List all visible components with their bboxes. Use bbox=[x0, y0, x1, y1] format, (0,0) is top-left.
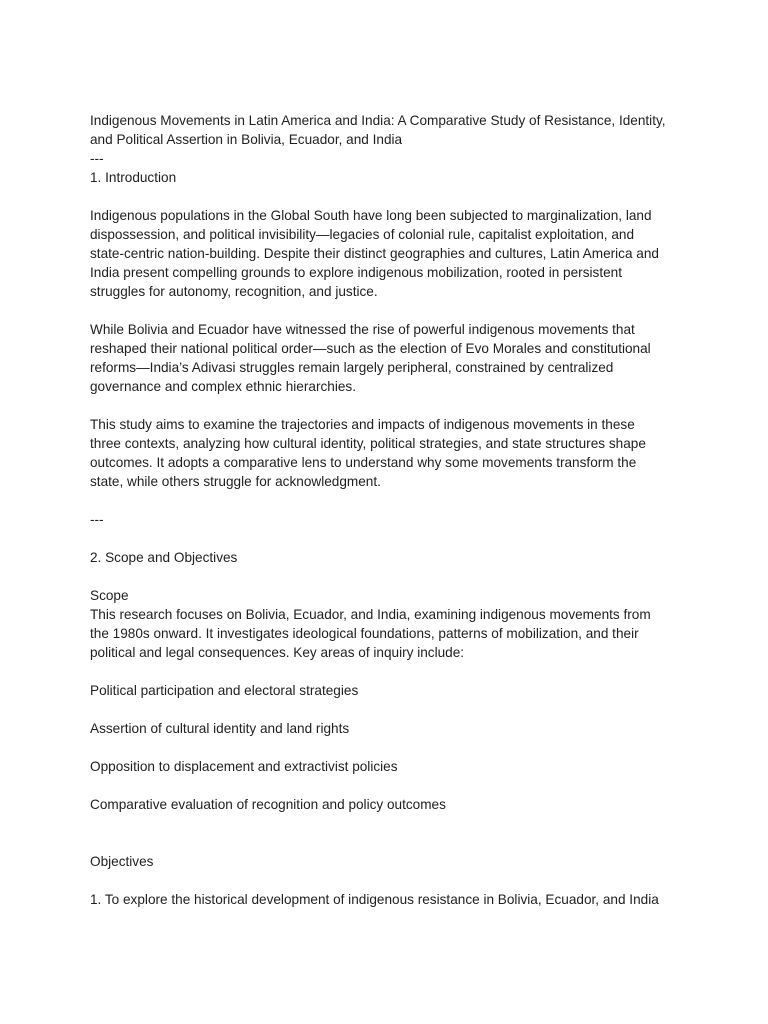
scope-paragraph: This research focuses on Bolivia, Ecuador, and India, examining indigenous movements from the 1980s onward. It investigates ideological foundations, patterns of mobilization, and their political and legal consequences. Key areas of inquiry include: bbox=[90, 607, 651, 660]
separator-2: --- bbox=[90, 512, 104, 527]
subheading-scope: Scope bbox=[90, 588, 129, 603]
scope-item: Opposition to displacement and extractivist policies bbox=[90, 759, 398, 774]
subheading-objectives: Objectives bbox=[90, 854, 154, 869]
document-page bbox=[90, 111, 690, 909]
title-line-1: Indigenous Movements in Latin America and India: A Comparative Study of Resistance, Identity, bbox=[90, 113, 666, 128]
intro-paragraph-2: While Bolivia and Ecuador have witnessed the rise of powerful indigenous movements that reshaped their national political order—such as the election of Evo Morales and constitutional reforms—India’s Adivasi struggles remain largely peripheral, constrained by centralized governance and complex ethnic hierarchies. bbox=[90, 322, 651, 394]
section-heading-scope-objectives: 2. Scope and Objectives bbox=[90, 550, 238, 565]
title-line-2: and Political Assertion in Bolivia, Ecuador, and India bbox=[90, 132, 403, 147]
separator-1: --- bbox=[90, 151, 104, 166]
scope-item: Assertion of cultural identity and land rights bbox=[90, 721, 350, 736]
objective-item: 1. To explore the historical development of indigenous resistance in Bolivia, Ecuador, and India bbox=[90, 892, 659, 907]
intro-paragraph-1: Indigenous populations in the Global South have long been subjected to marginalization, land dispossession, and political invisibility—legacies of colonial rule, capitalist exploitation, and state-centric nation-building. Despite their distinct geographies and cultures, Latin America and India present compelling grounds to explore indigenous mobilization, rooted in persistent struggles for autonomy, recognition, and justice. bbox=[90, 208, 659, 299]
intro-paragraph-3: This study aims to examine the trajectories and impacts of indigenous movements in these three contexts, analyzing how cultural identity, political strategies, and state structures shape outcomes. It adopts a comparative lens to understand why some movements transform the state, while others struggle for acknowledgment. bbox=[90, 417, 646, 489]
scope-item: Political participation and electoral strategies bbox=[90, 683, 359, 698]
scope-item: Comparative evaluation of recognition and policy outcomes bbox=[90, 797, 446, 812]
section-heading-introduction: 1. Introduction bbox=[90, 170, 177, 185]
